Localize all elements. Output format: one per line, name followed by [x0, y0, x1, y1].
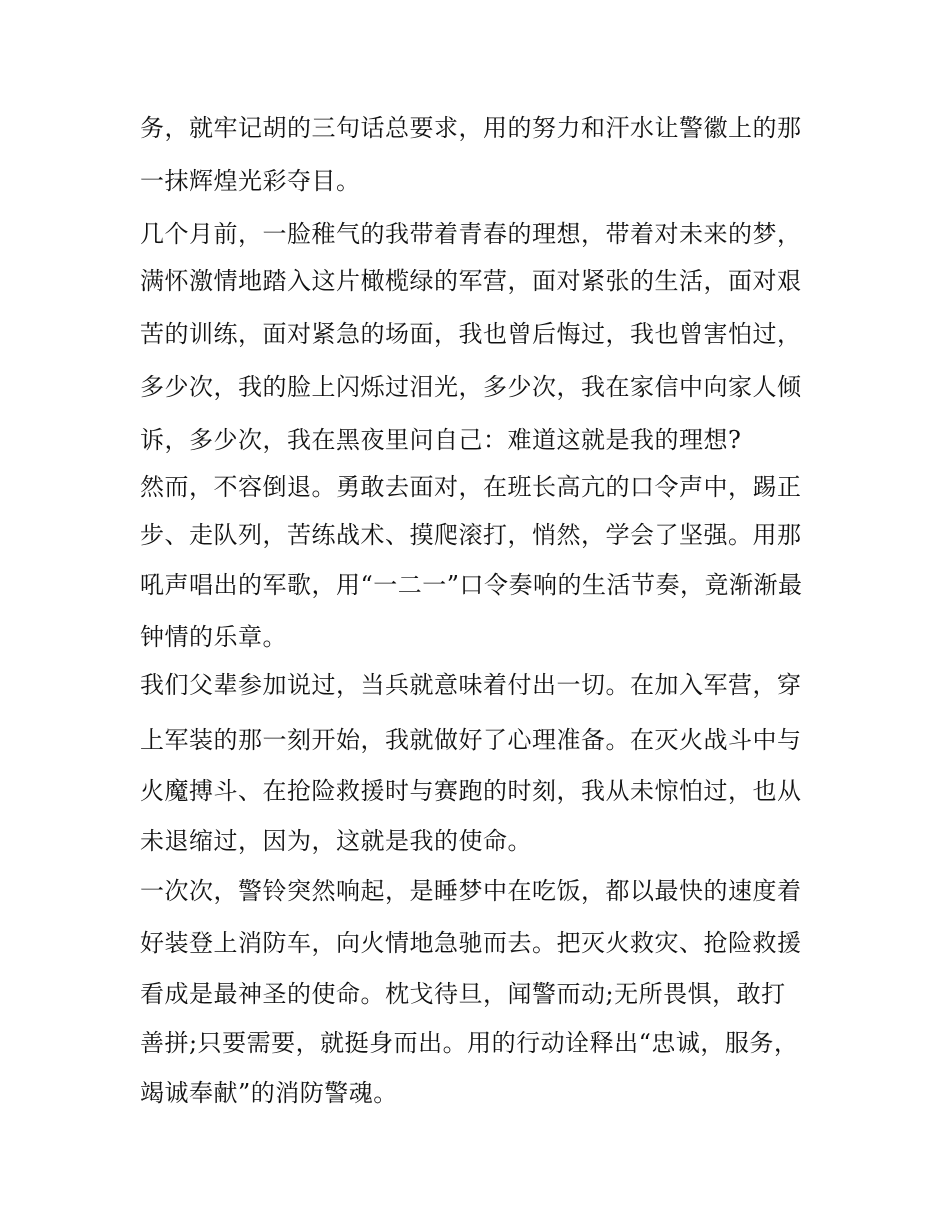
text-line: 几个月前，一脸稚气的我带着青春的理想，带着对未来的梦， — [140, 220, 802, 248]
text-line: 上军装的那一刻开始，我就做好了心理准备。在灭火战斗中与 — [140, 726, 802, 754]
text-line: 好装登上消防车，向火情地急驰而去。把灭火救灾、抢险救援 — [140, 929, 802, 957]
text-line: 未退缩过，因为，这就是我的使命。 — [140, 827, 532, 855]
text-line: 步、走队列，苦练战术、摸爬滚打，悄然，学会了坚强。用那 — [140, 521, 802, 549]
text-line: 一次次，警铃突然响起，是睡梦中在吃饭，都以最快的速度着 — [140, 877, 802, 905]
text-line: 火魔搏斗、在抢险救援时与赛跑的时刻，我从未惊怕过，也从 — [140, 777, 802, 805]
text-line: 竭诚奉献”的消防警魂。 — [140, 1079, 398, 1107]
text-line: 诉，多少次，我在黑夜里问自己：难道这就是我的理想? — [140, 426, 742, 454]
text-line: 钟情的乐章。 — [140, 623, 287, 651]
text-line: 吼声唱出的军歌，用“一二一”口令奏响的生活节奏，竟渐渐最 — [140, 571, 803, 599]
text-line: 满怀激情地踏入这片橄榄绿的军营，面对紧张的生活，面对艰 — [140, 267, 802, 295]
text-line: 苦的训练，面对紧急的场面，我也曾后悔过，我也曾害怕过， — [140, 320, 802, 348]
text-line: 然而，不容倒退。勇敢去面对，在班长高亢的口令声中，踢正 — [140, 473, 802, 501]
text-line: 看成是最神圣的使命。枕戈待旦，闻警而动;无所畏惧，敢打 — [140, 980, 786, 1008]
text-line: 务，就牢记胡的三句话总要求，用的努力和汗水让警徽上的那 — [140, 114, 802, 142]
text-line: 我们父辈参加说过，当兵就意味着付出一切。在加入军营，穿 — [140, 671, 802, 699]
text-line: 善拼;只要需要，就挺身而出。用的行动诠释出“忠诚，服务， — [140, 1029, 799, 1057]
text-line: 一抹辉煌光彩夺目。 — [140, 167, 361, 195]
text-line: 多少次，我的脸上闪烁过泪光，多少次，我在家信中向家人倾 — [140, 373, 802, 401]
